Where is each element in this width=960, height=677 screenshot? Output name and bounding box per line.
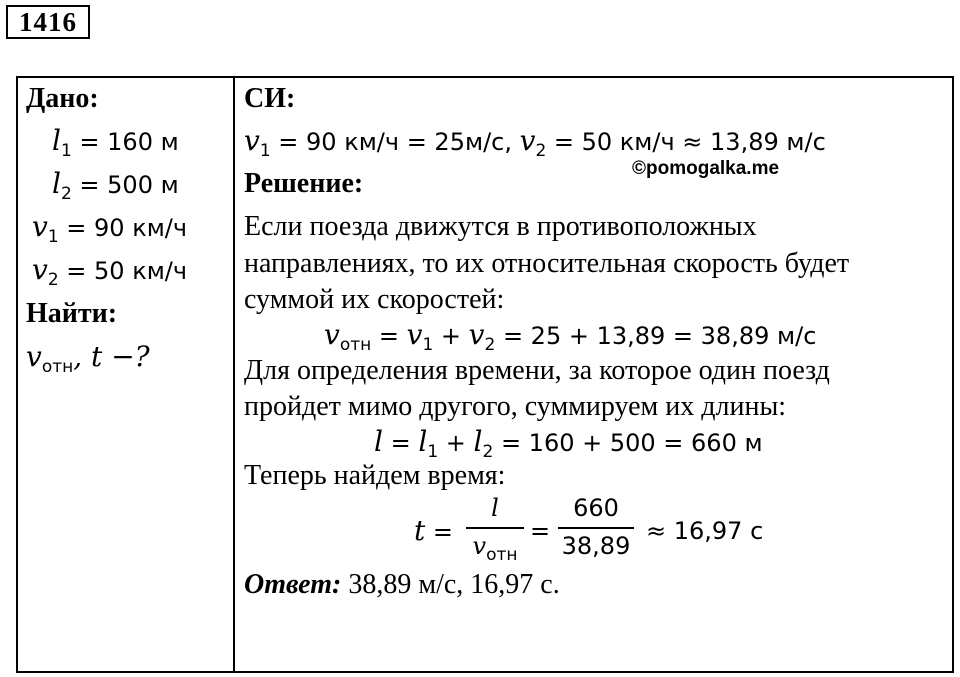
equation-result: ≈ 16,97 с — [646, 517, 764, 545]
equation-relative-speed: $v_{отн} = v_1 + v_2 = 25 + 13,89 = 38,89$ м/с — [324, 318, 817, 355]
fraction-660-over-38-89 — [558, 492, 634, 572]
equation-total-length: $l = l_1 + l_2 = 160 + 500 = 660$ м — [374, 425, 763, 462]
fraction-numerator: l — [491, 494, 499, 522]
given-v2: $v_2 = 50$ км/ч — [32, 253, 188, 290]
solution-text-line: пройдет мимо другого, суммируем их длины: — [244, 391, 787, 422]
find-heading: Найти: — [26, 298, 118, 329]
given-v1: $v_1 = 90$ км/ч — [32, 210, 188, 247]
solution-text-line: Теперь найдем время: — [244, 460, 506, 491]
solution-text-line: Для определения времени, за которое один поезд — [244, 355, 830, 386]
fraction-numerator: 660 — [573, 494, 619, 522]
solution-text-line: направлениях, то их относительная скорость будет — [244, 248, 850, 279]
fraction-l-over-vrel — [466, 492, 524, 572]
solution-text-line: Если поезда движутся в противоположных — [244, 211, 757, 242]
column-divider — [233, 76, 235, 673]
equation-equals: = — [530, 517, 551, 545]
watermark: ©pomogalka.me — [632, 158, 780, 179]
answer-text: 38,89 м/с, 16,97 с. — [341, 569, 560, 600]
answer-label: Ответ: — [244, 569, 342, 600]
given-l2: $l_2 = 500$ м — [52, 167, 179, 204]
solution-heading: Решение: — [244, 168, 364, 199]
si-conversion: $v_1 = 90$ км/ч = 25м/с, $v_2 = 50$ км/ч ≈ 13,89 м/с — [244, 124, 826, 161]
problem-number: 1416 — [6, 5, 90, 39]
solution-text-line: суммой их скоростей: — [244, 284, 505, 315]
si-heading: СИ: — [244, 83, 296, 114]
find-values: $v_{отн}$, t −? — [26, 340, 150, 377]
equation-time-t: t = — [414, 514, 454, 547]
given-l1: $l_1 = 160$ м — [52, 124, 179, 161]
fraction-denominator: $v_{отн}$ — [472, 532, 518, 565]
fraction-denominator: 38,89 — [561, 532, 631, 560]
given-heading: Дано: — [26, 83, 99, 114]
answer-line — [244, 568, 560, 602]
